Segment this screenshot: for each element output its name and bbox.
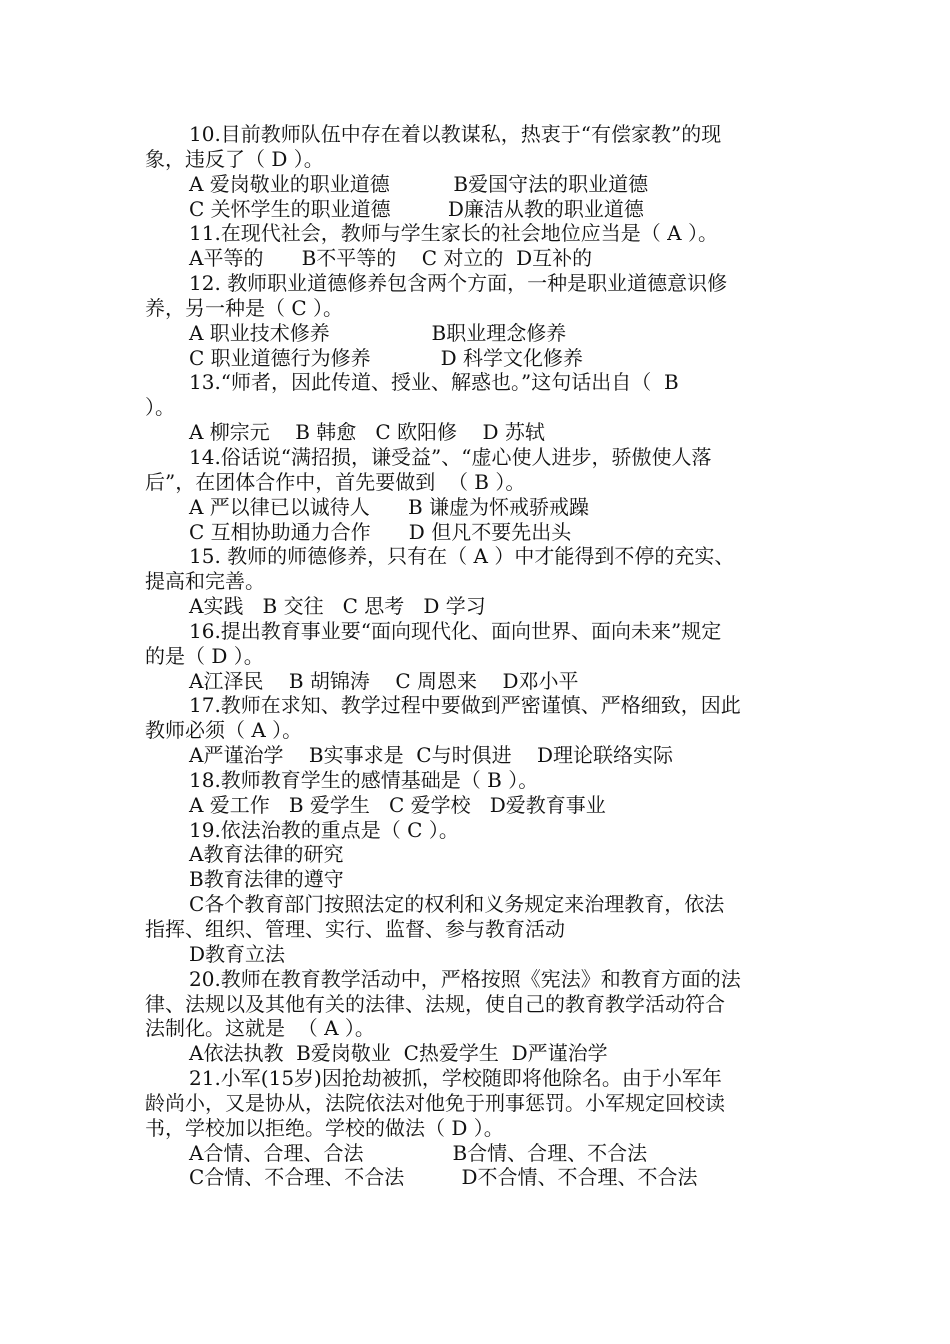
text-line: A江泽民 B 胡锦涛 C 周恩来 D邓小平	[189, 668, 579, 693]
text-line: 12. 教师职业道德修养包含两个方面，一种是职业道德意识修	[189, 271, 728, 296]
text-line: A实践 B 交往 C 思考 D 学习	[189, 594, 486, 619]
text-line: A 严以律已以诚待人 B 谦虚为怀戒骄戒躁	[189, 494, 589, 519]
text-line: 17.教师在求知、教学过程中要做到严密谨慎、严格细致，因此	[189, 693, 741, 718]
text-line: C 职业道德行为修养 D 科学文化修养	[189, 345, 583, 370]
text-line: 指挥、组织、管理、实行、监督、参与教育活动	[145, 917, 565, 941]
text-line: 养，另一种是（ C ）。	[145, 295, 344, 320]
text-line: A 爱工作 B 爱学生 C 爱学校 D爱教育事业	[189, 792, 606, 817]
text-line: A依法执教 B爱岗敬业 C热爱学生 D严谨治学	[189, 1041, 608, 1066]
text-line: 14.俗话说“满招损，谦受益”、“虚心使人进步，骄傲使人落	[189, 444, 712, 469]
text-line: 20.教师在教育教学活动中，严格按照《宪法》和教育方面的法	[189, 966, 741, 991]
text-line: C 关怀学生的职业道德 D廉洁从教的职业道德	[189, 196, 644, 221]
document-page	[145, 122, 810, 1190]
text-line: 法制化。这就是 （ A ）。	[145, 1016, 375, 1041]
text-line: A平等的 B不平等的 C 对立的 D互补的	[189, 246, 593, 271]
text-line: 后”，在团体合作中，首先要做到 （ B ）。	[145, 469, 526, 494]
text-line: D教育立法	[189, 941, 286, 966]
text-line: A合情、合理、合法 B合情、合理、不合法	[189, 1140, 648, 1165]
text-line: 书，学校加以拒绝。学校的做法（ D ）。	[145, 1115, 504, 1140]
text-line: 11.在现代社会，教师与学生家长的社会地位应当是（ A ）。	[189, 221, 718, 246]
text-line: C 互相协助通力合作 D 但凡不要先出头	[189, 519, 572, 544]
text-line: 律、法规以及其他有关的法律、法规，使自己的教育教学活动符合	[145, 991, 725, 1016]
text-line: 象，违反了（ D ）。	[145, 146, 324, 171]
text-line: A 职业技术修养 B职业理念修养	[189, 320, 567, 345]
text-line: A严谨治学 B实事求是 C与时俱进 D理论联络实际	[189, 743, 674, 768]
text-line: 龄尚小，又是协从，法院依法对他免于刑事惩罚。小军规定回校读	[145, 1090, 725, 1115]
text-line: 15. 教师的师德修养，只有在（ A ）中才能得到不停的充实、	[189, 544, 735, 569]
text-line: C合情、不合理、不合法 D不合情、不合理、不合法	[189, 1165, 698, 1190]
text-line: 10.目前教师队伍中存在着以教谋私，热衷于“有偿家教”的现	[189, 122, 722, 146]
text-line: A教育法律的研究	[189, 842, 344, 867]
text-line: 的是（ D ）。	[145, 643, 264, 668]
text-line: 21.小军(15岁)因抢劫被抓，学校随即将他除名。由于小军年	[189, 1066, 722, 1091]
text-line: 13.“师者，因此传道、授业、解惑也。”这句话出自（ B	[189, 370, 679, 395]
text-line: 16.提出教育事业要“面向现代化、面向世界、面向未来”规定	[189, 618, 722, 643]
text-line: C各个教育部门按照法定的权利和义务规定来治理教育，依法	[189, 892, 725, 917]
text-line: 18.教师教育学生的感情基础是（ B ）。	[189, 767, 539, 792]
text-line: A 爱岗敬业的职业道德 B爱国守法的职业道德	[189, 171, 649, 196]
text-line: A 柳宗元 B 韩愈 C 欧阳修 D 苏轼	[189, 420, 545, 445]
text-line: 19.依法治教的重点是（ C ）。	[189, 817, 459, 842]
text-line: ）。	[145, 395, 175, 420]
text-line: 教师必须（ A ）。	[145, 718, 303, 743]
text-line: B教育法律的遵守	[189, 867, 344, 892]
text-line: 提高和完善。	[145, 569, 265, 594]
